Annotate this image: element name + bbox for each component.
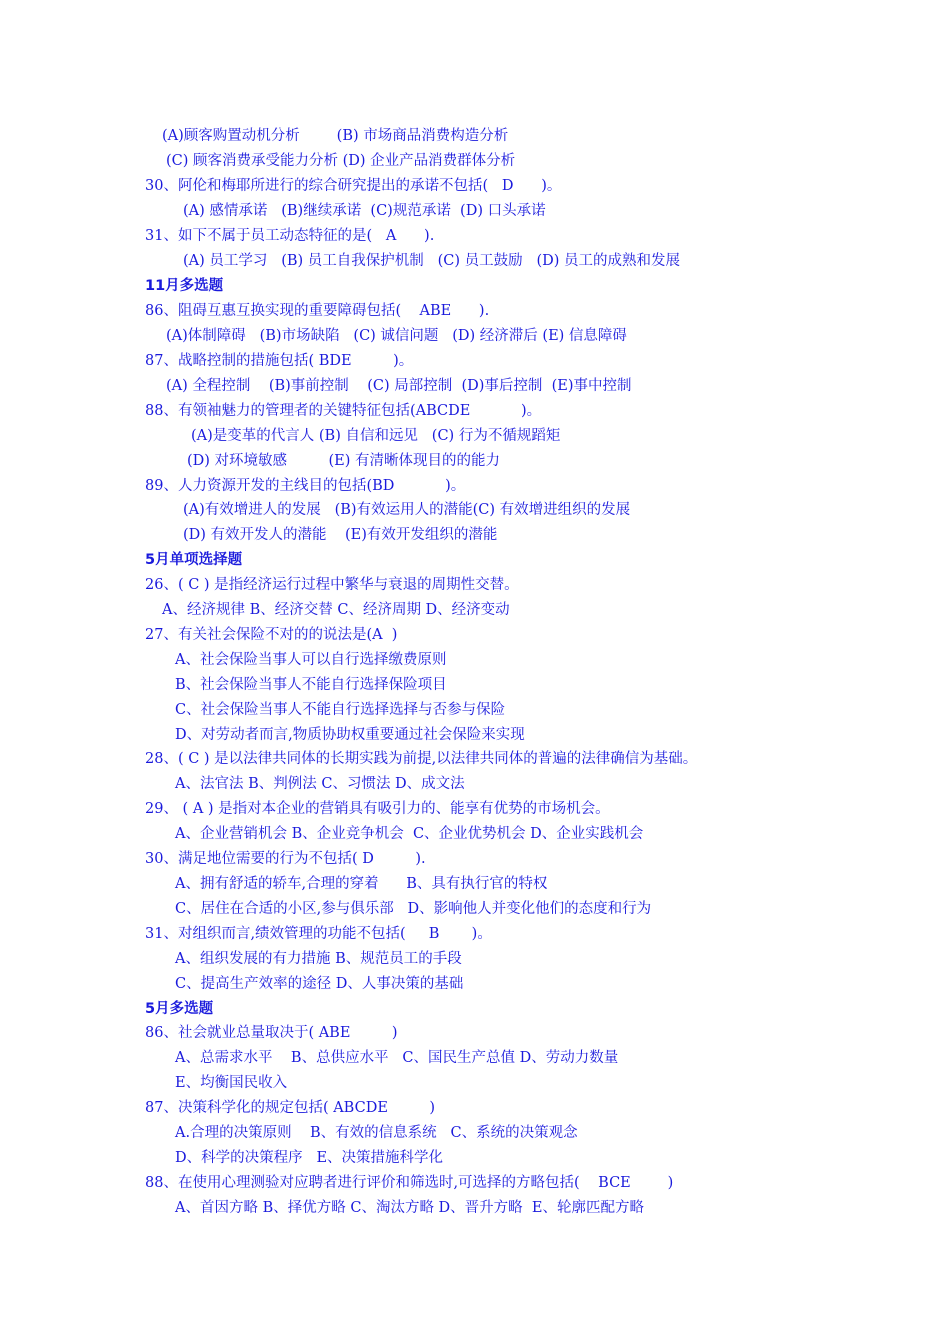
section-heading: 11月多选题 [145, 278, 224, 294]
options-line: C、提高生产效率的途径 D、人事决策的基础 [175, 976, 464, 992]
question-26: 26、( C ) 是指经济运行过程中繁华与衰退的周期性交替。 [145, 577, 519, 593]
question-89: 89、人力资源开发的主线目的包括(BD )。 [145, 478, 466, 494]
question-86: 86、阻碍互惠互换实现的重要障碍包括( ABE ). [145, 303, 490, 319]
options-line: A、社会保险当事人可以自行选择缴费原则 [175, 652, 447, 668]
question-29: 29、 ( A ) 是指对本企业的营销具有吸引力的、能享有优势的市场机会。 [145, 801, 610, 817]
options-line: (D) 有效开发人的潜能 (E)有效开发组织的潜能 [183, 527, 498, 543]
options-line: (A) 员工学习 (B) 员工自我保护机制 (C) 员工鼓励 (D) 员工的成熟和发展 [183, 253, 681, 269]
options-line: A、企业营销机会 B、企业竞争机会 C、企业优势机会 D、企业实践机会 [175, 826, 644, 842]
question-27: 27、有关社会保险不对的的说法是(A ) [145, 627, 398, 643]
question-86: 86、社会就业总量取决于( ABE ) [145, 1025, 398, 1041]
options-line: C、社会保险当事人不能自行选择选择与否参与保险 [175, 702, 506, 718]
options-line: A.合理的决策原则 B、有效的信息系统 C、系统的决策观念 [175, 1125, 578, 1141]
question-88: 88、在使用心理测验对应聘者进行评价和筛选时,可选择的方略包括( BCE ) [145, 1175, 674, 1191]
options-line: A、法官法 B、判例法 C、习惯法 D、成文法 [175, 776, 465, 792]
text-line: (C) 顾客消费承受能力分析 (D) 企业产品消费群体分析 [166, 153, 516, 169]
text-line: (A)顾客购置动机分析 (B) 市场商品消费构造分析 [162, 128, 509, 144]
options-line: (A) 感情承诺 (B)继续承诺 (C)规范承诺 (D) 口头承诺 [183, 203, 546, 219]
question-87: 87、战略控制的措施包括( BDE )。 [145, 353, 414, 369]
options-line: A、经济规律 B、经济交替 C、经济周期 D、经济变动 [162, 602, 510, 618]
options-line: (A) 全程控制 (B)事前控制 (C) 局部控制 (D)事后控制 (E)事中控制 [166, 378, 632, 394]
question-88: 88、有领袖魅力的管理者的关键特征包括(ABCDE )。 [145, 403, 542, 419]
options-line: C、居住在合适的小区,参与俱乐部 D、影响他人并变化他们的态度和行为 [175, 901, 652, 917]
options-line: A、拥有舒适的轿车,合理的穿着 B、具有执行官的特权 [175, 876, 548, 892]
section-heading: 5月单项选择题 [145, 552, 243, 568]
options-line: (A)是变革的代言人 (B) 自信和远见 (C) 行为不循规蹈矩 [191, 428, 561, 444]
options-line: A、组织发展的有力措施 B、规范员工的手段 [175, 951, 462, 967]
question-31: 31、如下不属于员工动态特征的是( A ). [145, 228, 435, 244]
question-30: 30、阿伦和梅耶所进行的综合研究提出的承诺不包括( D )。 [145, 178, 562, 194]
question-31: 31、对组织而言,绩效管理的功能不包括( B )。 [145, 926, 492, 942]
options-line: D、科学的决策程序 E、决策措施科学化 [175, 1150, 444, 1166]
question-87: 87、决策科学化的规定包括( ABCDE ) [145, 1100, 436, 1116]
section-heading: 5月多选题 [145, 1001, 214, 1017]
question-28: 28、( C ) 是以法律共同体的长期实践为前提,以法律共同体的普遍的法律确信为基础。 [145, 751, 698, 767]
options-line: E、均衡国民收入 [175, 1075, 288, 1091]
options-line: (A)体制障碍 (B)市场缺陷 (C) 诚信问题 (D) 经济滞后 (E) 信息障碍 [166, 328, 627, 344]
options-line: A、首因方略 B、择优方略 C、淘汰方略 D、晋升方略 E、轮廓匹配方略 [175, 1200, 644, 1216]
options-line: A、总需求水平 B、总供应水平 C、国民生产总值 D、劳动力数量 [175, 1050, 619, 1066]
options-line: D、对劳动者而言,物质协助权重要通过社会保险来实现 [175, 727, 525, 743]
question-30: 30、满足地位需要的行为不包括( D ). [145, 851, 426, 867]
options-line: (D) 对环境敏感 (E) 有清晰体现目的的能力 [187, 453, 501, 469]
options-line: (A)有效增进人的发展 (B)有效运用人的潜能(C) 有效增进组织的发展 [183, 502, 631, 518]
options-line: B、社会保险当事人不能自行选择保险项目 [175, 677, 447, 693]
